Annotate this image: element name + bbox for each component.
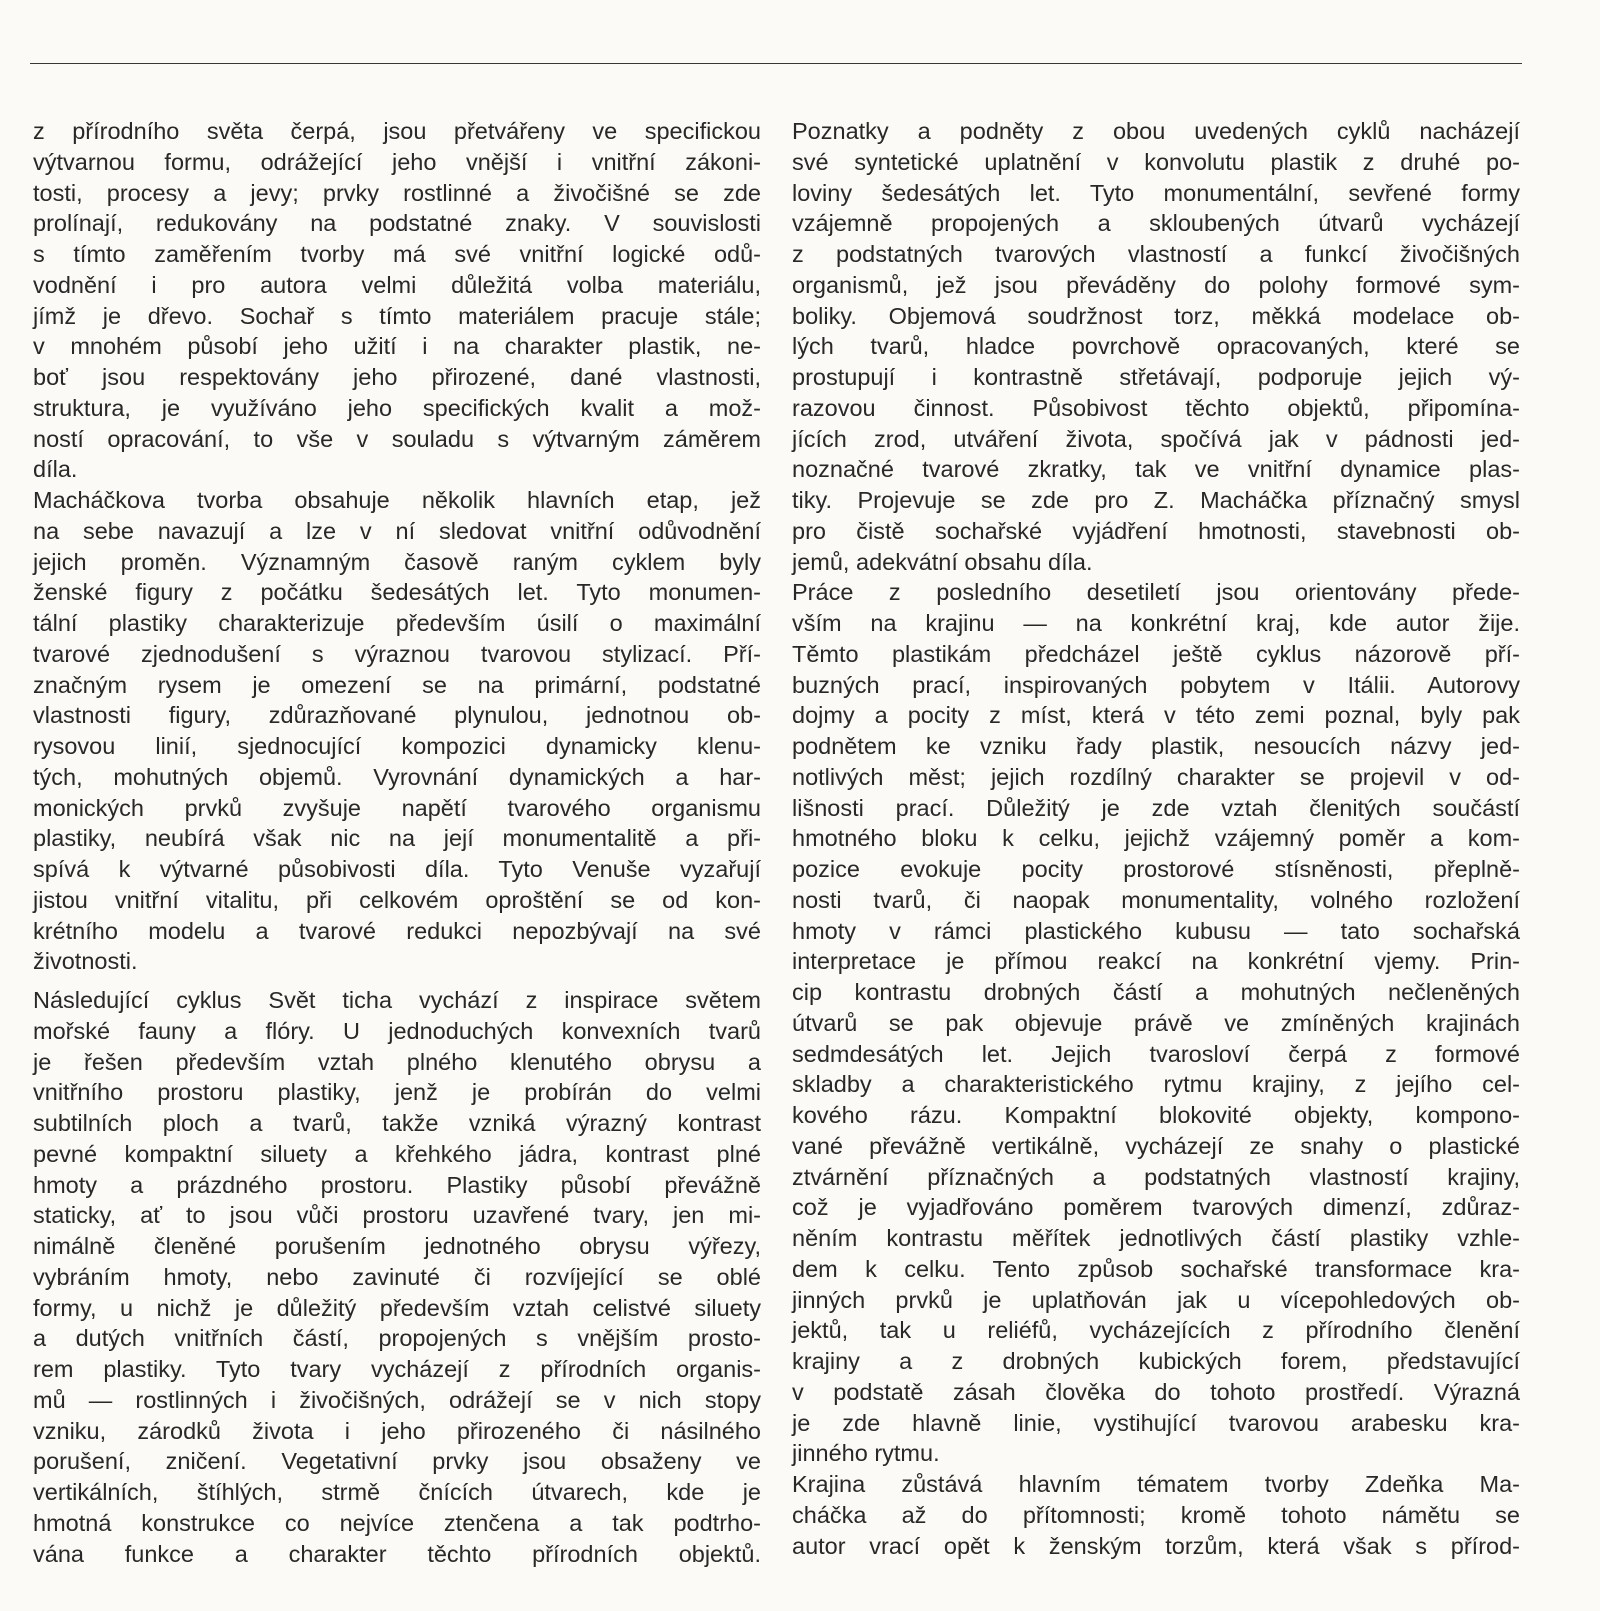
text-line: interpretace je přímou reakcí na konkrétní vjemy. Prin- xyxy=(792,948,1520,975)
text-line: mořské fauny a flóry. U jednoduchých konvexních tvarů xyxy=(33,1017,761,1044)
text-line: boť jsou respektovány jeho přirozené, dané vlastnosti, xyxy=(33,364,761,390)
text-line: tiky. Projevuje se zde pro Z. Macháčka příznačný smysl xyxy=(792,487,1520,513)
text-column-right xyxy=(792,116,1520,1561)
text-line: prostupují i kontrastně střetávají, podporuje jejich vý- xyxy=(792,364,1520,390)
text-line: díla. xyxy=(33,456,78,483)
text-line: pro čistě sochařské vyjádření hmotnosti, stavebnosti ob- xyxy=(792,517,1520,544)
paragraph xyxy=(33,116,761,485)
text-line: s tímto zaměřením tvorby má své vnitřní logické odů- xyxy=(33,241,761,267)
text-line: podnětem ke vzniku řady plastik, nesoucích názvy jed- xyxy=(792,733,1520,759)
text-line: lých tvarů, hladce povrchově opracovaných, které se xyxy=(792,333,1520,360)
text-line: boliky. Objemová soudržnost torz, měkká modelace ob- xyxy=(792,302,1520,329)
text-line: tých, mohutných objemů. Vyrovnání dynamických a har- xyxy=(33,763,761,790)
text-column-left xyxy=(33,116,761,1569)
text-line: životnosti. xyxy=(33,948,138,975)
text-line: nosti tvarů, či naopak monumentality, volného rozložení xyxy=(792,886,1520,913)
text-line: pevné kompaktní siluety a křehkého jádra, kontrast plné xyxy=(33,1140,761,1167)
text-line: jících zrod, utváření života, spočívá jak v pádnosti jed- xyxy=(792,425,1520,452)
text-line: tvarové zjednodušení s výraznou tvarovou stylizací. Pří- xyxy=(33,640,761,667)
text-line: rem plastiky. Tyto tvary vycházejí z přírodních organis- xyxy=(33,1356,761,1382)
text-line: jinného rytmu. xyxy=(792,1440,940,1467)
paragraph xyxy=(33,485,761,977)
text-line: subtilních ploch a tvarů, takže vzniká výrazný kontrast xyxy=(33,1110,761,1136)
text-line: Krajina zůstává hlavním tématem tvorby Zdeňka Ma- xyxy=(792,1471,1520,1497)
text-line: hmoty a prázdného prostoru. Plastiky působí převážně xyxy=(33,1171,761,1198)
text-line: jímž je dřevo. Sochař s tímto materiálem pracuje stále; xyxy=(33,302,761,329)
text-line: krajiny a z drobných kubických forem, představující xyxy=(792,1348,1520,1374)
text-line: z přírodního světa čerpá, jsou přetvářeny ve specifickou xyxy=(33,118,761,144)
text-line: jistou vnitřní vitalitu, při celkovém oproštění se od kon- xyxy=(33,886,761,913)
text-line: Poznatky a podněty z obou uvedených cyklů nacházejí xyxy=(792,118,1520,144)
text-line: vodnění i pro autora velmi důležitá volba materiálu, xyxy=(33,271,761,298)
text-line: sedmdesátých let. Jejich tvarosloví čerpá z formové xyxy=(792,1040,1520,1067)
text-line: vlastnosti figury, zdůrazňované plynulou, jednotnou ob- xyxy=(33,702,761,729)
text-line: jektů, tak u reliéfů, vycházejících z přírodního členění xyxy=(792,1317,1520,1344)
text-line: dem k celku. Tento způsob sochařské transformace kra- xyxy=(792,1255,1520,1282)
text-line: a dutých vnitřních částí, propojených s vnějším prosto- xyxy=(33,1325,761,1352)
text-line: rysovou linií, sjednocující kompozici dynamicky klenu- xyxy=(33,733,761,759)
text-line: lišnosti prací. Důležitý je zde vztah členitých součástí xyxy=(792,794,1520,821)
text-line: něním kontrastu měřítek jednotlivých částí plastiky vzhle- xyxy=(792,1225,1520,1251)
text-line: značným rysem je omezení se na primární, podstatné xyxy=(33,671,761,698)
text-line: jinných prvků je uplatňován jak u vícepohledových ob- xyxy=(792,1286,1520,1313)
text-line: je zde hlavně linie, vystihující tvarovou arabesku kra- xyxy=(792,1409,1520,1436)
text-line: Macháčkova tvorba obsahuje několik hlavních etap, jež xyxy=(33,487,761,513)
paragraph xyxy=(792,116,1520,577)
text-line: loviny šedesátých let. Tyto monumentální, sevřené formy xyxy=(792,179,1520,206)
text-line: vertikálních, štíhlých, strmě čnících útvarech, kde je xyxy=(33,1479,761,1505)
text-line: prolínají, redukovány na podstatné znaky. V souvislosti xyxy=(33,210,761,237)
text-line: pozice evokuje pocity prostorové stísněnosti, přeplně- xyxy=(792,856,1520,882)
paragraph xyxy=(792,577,1520,1469)
text-line: své syntetické uplatnění v konvolutu plastik z druhé po- xyxy=(792,148,1520,175)
text-line: z podstatných tvarových vlastností a funkcí živočišných xyxy=(792,241,1520,267)
text-line: ženské figury z počátku šedesátých let. Tyto monumen- xyxy=(33,579,761,606)
text-line: hmotná konstrukce co nejvíce ztenčena a tak podtrho- xyxy=(33,1509,761,1536)
text-line: v mnohém působí jeho užití i na charakter plastik, ne- xyxy=(33,333,761,360)
top-rule xyxy=(30,63,1522,64)
text-line: je řešen především vztah plného klenutého obrysu a xyxy=(33,1048,761,1075)
text-line: vybráním hmoty, nebo zavinuté či rozvíjející se oblé xyxy=(33,1263,761,1290)
text-line: nimálně členěné porušením jednotného obrysu výřezy, xyxy=(33,1233,761,1259)
text-line: buzných prací, inspirovaných pobytem v Itálii. Autorovy xyxy=(792,671,1520,698)
text-line: struktura, je využíváno jeho specifických kvalit a mož- xyxy=(33,394,761,421)
text-line: porušení, zničení. Vegetativní prvky jsou obsaženy ve xyxy=(33,1448,761,1475)
text-line: vzniku, zárodků života i jeho přirozeného či násilného xyxy=(33,1417,761,1444)
text-line: vnitřního prostoru plastiky, jenž je probírán do velmi xyxy=(33,1079,761,1106)
paragraph xyxy=(33,985,761,1569)
text-line: tální plastiky charakterizuje především úsilí o maximální xyxy=(33,610,761,636)
text-line: ztvárnění příznačných a podstatných vlastností krajiny, xyxy=(792,1163,1520,1190)
text-line: organismů, jež jsou převáděny do polohy formové sym- xyxy=(792,271,1520,298)
text-line: spívá k výtvarné působivosti díla. Tyto Venuše vyzařují xyxy=(33,856,761,882)
text-line: tosti, procesy a jevy; prvky rostlinné a živočišné se zde xyxy=(33,179,761,206)
text-line: jejich proměn. Významným časově raným cyklem byly xyxy=(33,548,761,575)
text-line: vším na krajinu — na konkrétní kraj, kde autor žije. xyxy=(792,610,1520,636)
text-line: dojmy a pocity z míst, která v této zemi poznal, byly pak xyxy=(792,702,1520,729)
text-line: staticky, ať to jsou vůči prostoru uzavřené tvary, jen mi- xyxy=(33,1202,761,1229)
text-line: notlivých měst; jejich rozdílný charakter se projevil v od- xyxy=(792,763,1520,790)
text-line: útvarů se pak objevuje právě ve zmíněných krajinách xyxy=(792,1009,1520,1036)
text-line: Následující cyklus Svět ticha vychází z inspirace světem xyxy=(33,987,761,1013)
text-line: v podstatě zásah člověka do tohoto prostředí. Výrazná xyxy=(792,1378,1520,1405)
text-line: plastiky, neubírá však nic na její monumentalitě a při- xyxy=(33,825,761,852)
text-line: skladby a charakteristického rytmu krajiny, z jejího cel- xyxy=(792,1071,1520,1098)
text-line: formy, u nichž je důležitý především vztah celistvé siluety xyxy=(33,1294,761,1321)
text-line: což je vyjadřováno poměrem tvarových dimenzí, zdůraz- xyxy=(792,1194,1520,1221)
paragraph xyxy=(792,1469,1520,1561)
text-line: Práce z posledního desetiletí jsou orientovány přede- xyxy=(792,579,1520,606)
text-line: razovou činnost. Působivost těchto objektů, připomína- xyxy=(792,394,1520,421)
text-line: výtvarnou formu, odrážející jeho vnější i vnitřní zákoni- xyxy=(33,148,761,175)
text-line: cháčka až do přítomnosti; kromě tohoto námětu se xyxy=(792,1501,1520,1528)
text-line: vané převážně vertikálně, vycházejí ze snahy o plastické xyxy=(792,1132,1520,1159)
text-line: na sebe navazují a lze v ní sledovat vnitřní odůvodnění xyxy=(33,517,761,544)
text-line: mů — rostlinných i živočišných, odrážejí se v nich stopy xyxy=(33,1386,761,1413)
text-line: krétního modelu a tvarové redukci nepozbývají na své xyxy=(33,917,761,944)
text-line: jemů, adekvátní obsahu díla. xyxy=(792,548,1093,575)
text-line: monických prvků zvyšuje napětí tvarového organismu xyxy=(33,794,761,821)
text-line: kového rázu. Kompaktní blokovité objekty, kompono- xyxy=(792,1102,1520,1128)
text-line: cip kontrastu drobných částí a mohutných nečleněných xyxy=(792,979,1520,1005)
text-line: ností opracování, to vše v souladu s výtvarným záměrem xyxy=(33,425,761,452)
text-line: hmoty v rámci plastického kubusu — tato sochařská xyxy=(792,917,1520,944)
text-line: autor vrací opět k ženským torzům, která však s přírod- xyxy=(792,1532,1520,1559)
text-line: vzájemně propojených a skloubených útvarů vycházejí xyxy=(792,210,1520,237)
text-line: Těmto plastikám předcházel ještě cyklus názorově pří- xyxy=(792,640,1520,667)
text-line: hmotného bloku k celku, jejichž vzájemný poměr a kom- xyxy=(792,825,1520,852)
text-line: vána funkce a charakter těchto přírodních objektů. xyxy=(33,1540,761,1567)
text-line: noznačné tvarové zkratky, tak ve vnitřní dynamice plas- xyxy=(792,456,1520,483)
